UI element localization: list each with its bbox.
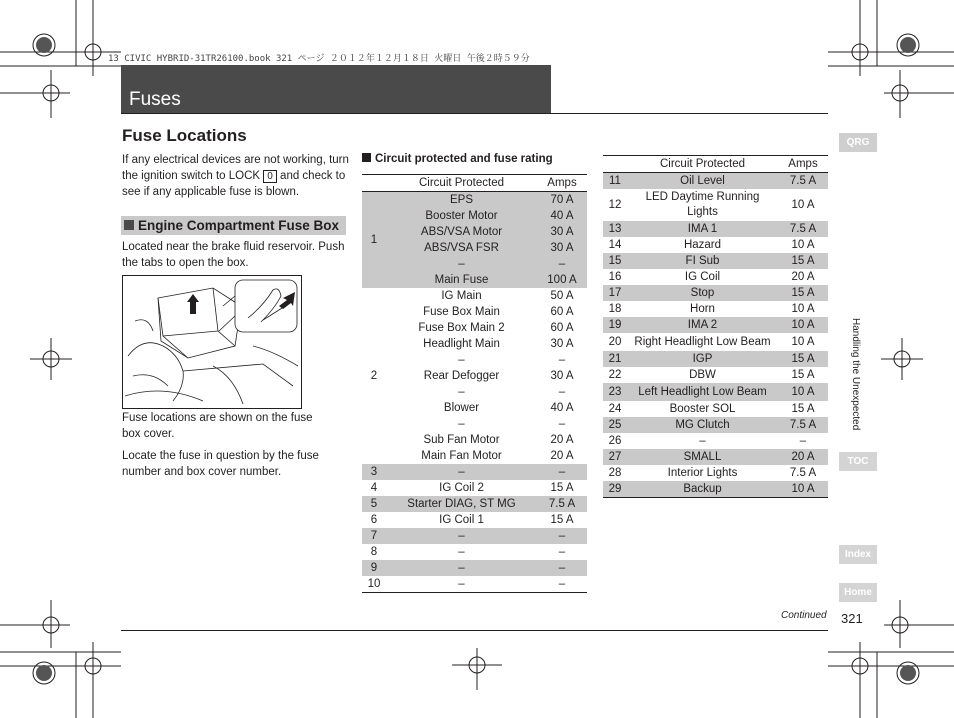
- table-row: [603, 285, 828, 301]
- engine-compartment-icon: [123, 276, 301, 408]
- fuse-number-cell: 16: [608, 271, 622, 283]
- fuse-number-cell: 26: [608, 435, 622, 447]
- amps-cell: 30 A: [537, 240, 587, 256]
- circuit-cell: –: [458, 578, 465, 590]
- header-amps: Amps: [537, 175, 587, 192]
- table-row: [603, 449, 828, 465]
- amps-cell: –: [537, 560, 587, 576]
- circuit-cell: IG Coil: [684, 271, 721, 283]
- amps-cell: –: [558, 578, 566, 590]
- table-row: [362, 480, 587, 496]
- circuit-cell: –: [386, 256, 537, 272]
- amps-cell: 10 A: [778, 383, 828, 401]
- circuit-cell: IMA 1: [627, 221, 778, 237]
- circuit-cell: Headlight Main: [423, 338, 500, 350]
- circuit-cell: IGP: [627, 351, 778, 367]
- circuit-cell: IMA 2: [627, 317, 778, 333]
- fuse-box-illustration: [122, 275, 302, 409]
- fuse-number-cell: 5: [362, 496, 386, 512]
- amps-cell: 30 A: [550, 370, 574, 382]
- circuit-cell: Main Fan Motor: [421, 450, 502, 462]
- circuit-cell: IG Coil 2: [439, 482, 484, 494]
- table-row: [603, 269, 828, 285]
- header-amps: Amps: [778, 156, 828, 173]
- table-row: [362, 560, 587, 576]
- fuse-number-cell: 7: [362, 528, 386, 544]
- amps-cell: 15 A: [791, 369, 815, 381]
- circuit-heading-label: Circuit protected and fuse rating: [375, 153, 553, 165]
- amps-cell: 15 A: [778, 351, 828, 367]
- circuit-cell: –: [458, 354, 465, 366]
- table-row: [362, 512, 587, 528]
- lock-position-symbol: 0: [263, 170, 277, 183]
- table-row: [362, 304, 587, 320]
- amps-cell: 100 A: [537, 272, 587, 288]
- circuit-cell: –: [458, 386, 465, 398]
- table-row: [603, 173, 828, 190]
- header-circuit: Circuit Protected: [627, 156, 778, 173]
- location-text: Located near the brake fluid reservoir. Push the tabs to open the box.: [122, 241, 345, 269]
- amps-cell: –: [558, 386, 566, 398]
- amps-cell: 10 A: [791, 199, 815, 211]
- amps-cell: 60 A: [550, 322, 574, 334]
- amps-cell: 10 A: [778, 317, 828, 333]
- circuit-heading: [362, 153, 553, 165]
- table-row: [362, 384, 587, 400]
- side-chapter-text: Handling the Unexpected: [850, 318, 861, 431]
- table-row: [362, 288, 587, 304]
- table-row: [362, 496, 587, 512]
- amps-cell: 40 A: [550, 402, 574, 414]
- table-row: [362, 320, 587, 336]
- fuse-number-cell: 9: [362, 560, 386, 576]
- fuse-number-cell: 21: [603, 351, 627, 367]
- amps-cell: 7.5 A: [778, 221, 828, 237]
- table-row: [603, 351, 828, 367]
- amps-cell: 20 A: [550, 450, 574, 462]
- table-row: [603, 433, 828, 449]
- circuit-cell: Booster SOL: [669, 403, 736, 415]
- fuse-number-cell: 12: [608, 199, 622, 211]
- print-header-line: 13 CIVIC HYBRID-31TR26100.book 321 ページ ２０１２年１２月１８日 火曜日 午後２時５９分: [108, 54, 530, 64]
- amps-cell: 10 A: [791, 336, 815, 348]
- intro-text-b: and check to see if any applicable fuse is blown.: [122, 170, 346, 198]
- circuit-cell: FI Sub: [627, 253, 778, 269]
- table-row: [362, 240, 587, 256]
- fuse-number-cell: 25: [603, 417, 627, 433]
- fuse-number-cell: 24: [608, 403, 622, 415]
- table-row: [362, 432, 587, 448]
- circuit-cell: Hazard: [683, 239, 722, 251]
- circuit-cell: –: [699, 435, 706, 447]
- circuit-cell: MG Clutch: [627, 417, 778, 433]
- circuit-cell: Fuse Box Main 2: [418, 322, 505, 334]
- amps-cell: –: [537, 464, 587, 480]
- amps-cell: 10 A: [791, 303, 815, 315]
- intro-paragraph: [122, 152, 354, 200]
- fuse-number-cell: 22: [608, 369, 622, 381]
- circuit-cell: Rear Defogger: [423, 370, 500, 382]
- fuse-number-cell: 17: [603, 285, 627, 301]
- amps-cell: 30 A: [550, 338, 574, 350]
- table-row: [603, 221, 828, 237]
- fuse-number-cell: 20: [608, 336, 622, 348]
- fuse-number-cell: 10: [367, 578, 381, 590]
- amps-cell: –: [537, 256, 587, 272]
- fuse-number-cell: 18: [608, 303, 622, 315]
- table-row: [362, 544, 587, 560]
- fuse-number-cell: 28: [608, 467, 622, 479]
- amps-cell: 10 A: [778, 481, 828, 498]
- continued-label: Continued: [781, 610, 827, 621]
- table-row: [362, 208, 587, 224]
- circuit-cell: Blower: [443, 402, 480, 414]
- circuit-cell: Backup: [627, 481, 778, 498]
- circuit-cell: Right Headlight Low Beam: [634, 335, 771, 348]
- table-row: [362, 464, 587, 480]
- table-row: [362, 400, 587, 416]
- square-bullet-icon: [124, 220, 134, 230]
- header-number: [362, 175, 386, 192]
- amps-cell: 30 A: [537, 224, 587, 240]
- amps-cell: 15 A: [778, 285, 828, 301]
- table-row: [362, 416, 587, 432]
- amps-cell: –: [558, 418, 566, 430]
- toc-tab[interactable]: TOC: [839, 452, 877, 471]
- fuse-table-left: [362, 174, 587, 593]
- fuse-number-cell: 19: [603, 317, 627, 333]
- amps-cell: –: [558, 546, 566, 558]
- amps-cell: –: [799, 435, 807, 447]
- circuit-cell: DBW: [689, 369, 716, 381]
- page-number: 321: [841, 611, 863, 626]
- fuse-number-cell: 23: [603, 383, 627, 401]
- amps-cell: 15 A: [550, 514, 574, 526]
- amps-cell: 20 A: [550, 434, 574, 446]
- intro-text-a: If any electrical devices are not working, turn the ignition switch to LOCK: [122, 154, 349, 182]
- fuse-number-cell: 2: [370, 370, 378, 382]
- circuit-cell: IG Main: [441, 290, 482, 302]
- amps-cell: 7.5 A: [537, 496, 587, 512]
- fuse-number-cell: 11: [603, 173, 627, 190]
- section-title: Fuse Locations: [122, 126, 247, 145]
- table-row: [603, 465, 828, 481]
- table-row: [362, 336, 587, 352]
- header-circuit: Circuit Protected: [386, 175, 537, 192]
- amps-cell: 10 A: [791, 239, 815, 251]
- amps-cell: 7.5 A: [778, 417, 828, 433]
- amps-cell: 20 A: [778, 449, 828, 465]
- home-tab[interactable]: Home: [839, 583, 877, 602]
- table-row: [603, 333, 828, 351]
- amps-cell: 15 A: [550, 482, 574, 494]
- amps-cell: 70 A: [537, 192, 587, 209]
- table-row: [603, 367, 828, 383]
- table-row: [362, 256, 587, 272]
- locate-text: Locate the fuse in question by the fuse number and box cover number.: [122, 450, 319, 478]
- table-row: [362, 528, 587, 544]
- amps-cell: –: [537, 528, 587, 544]
- fuse-number-cell: 8: [370, 546, 378, 558]
- circuit-cell: –: [458, 546, 465, 558]
- table-row: [603, 253, 828, 269]
- fuse-number-cell: 13: [603, 221, 627, 237]
- amps-cell: 20 A: [791, 271, 815, 283]
- table-row: [362, 192, 587, 209]
- subsection-title: Engine Compartment Fuse Box: [138, 218, 340, 233]
- fuse-number-cell: 14: [608, 239, 622, 251]
- circuit-cell: –: [458, 418, 465, 430]
- fuse-number-cell: 15: [603, 253, 627, 269]
- amps-cell: –: [558, 354, 566, 366]
- chapter-side-label: [843, 318, 873, 448]
- amps-cell: 7.5 A: [778, 173, 828, 190]
- table-row: [362, 448, 587, 464]
- footer-rule: [121, 630, 828, 631]
- circuit-cell: Interior Lights: [667, 467, 738, 479]
- subsection-heading: [121, 216, 346, 235]
- amps-cell: 15 A: [791, 403, 815, 415]
- chapter-title-bar: [121, 65, 551, 114]
- table-row: [603, 481, 828, 498]
- table-row: [603, 383, 828, 401]
- table-row: [603, 301, 828, 317]
- circuit-cell: Oil Level: [627, 173, 778, 190]
- fuse-number-cell: 1: [362, 192, 386, 289]
- title-rule: [121, 113, 828, 114]
- table-row: [362, 576, 587, 593]
- table-row: [603, 237, 828, 253]
- circuit-cell: LED Daytime Running Lights: [645, 191, 760, 218]
- table-row: [362, 352, 587, 368]
- qrg-tab[interactable]: QRG: [839, 133, 877, 152]
- table-row: [603, 317, 828, 333]
- circuit-cell: Booster Motor: [386, 208, 537, 224]
- fuse-number-cell: 3: [362, 464, 386, 480]
- amps-cell: 15 A: [778, 253, 828, 269]
- amps-cell: 60 A: [550, 306, 574, 318]
- circuit-cell: Main Fuse: [386, 272, 537, 288]
- fuse-number-cell: 29: [603, 481, 627, 498]
- fuse-number-cell: 27: [603, 449, 627, 465]
- circuit-cell: ABS/VSA FSR: [386, 240, 537, 256]
- circuit-cell: Sub Fan Motor: [423, 434, 500, 446]
- cover-text: Fuse locations are shown on the fuse box cover.: [122, 412, 313, 440]
- index-tab[interactable]: Index: [839, 545, 877, 564]
- header-number: [603, 156, 627, 173]
- table-row: [603, 401, 828, 417]
- circuit-cell: Horn: [690, 303, 715, 315]
- circuit-cell: SMALL: [627, 449, 778, 465]
- circuit-cell: –: [386, 528, 537, 544]
- amps-cell: 7.5 A: [789, 467, 817, 479]
- fuse-number-cell: 4: [370, 482, 378, 494]
- circuit-cell: –: [386, 560, 537, 576]
- fuse-number-cell: 6: [370, 514, 378, 526]
- square-bullet-icon: [362, 153, 371, 162]
- circuit-cell: Fuse Box Main: [423, 306, 500, 318]
- circuit-cell: Stop: [627, 285, 778, 301]
- table-row: [362, 224, 587, 240]
- circuit-cell: Starter DIAG, ST MG: [386, 496, 537, 512]
- table-row: [362, 272, 587, 288]
- table-row: [362, 368, 587, 384]
- circuit-cell: Left Headlight Low Beam: [627, 383, 778, 401]
- circuit-cell: EPS: [386, 192, 537, 209]
- table-row: [603, 189, 828, 221]
- circuit-cell: –: [386, 464, 537, 480]
- fuse-table-right: [603, 155, 828, 498]
- circuit-cell: IG Coil 1: [439, 514, 484, 526]
- circuit-cell: ABS/VSA Motor: [386, 224, 537, 240]
- amps-cell: 40 A: [537, 208, 587, 224]
- amps-cell: 50 A: [550, 290, 574, 302]
- page-title: Fuses: [129, 89, 181, 110]
- table-row: [603, 417, 828, 433]
